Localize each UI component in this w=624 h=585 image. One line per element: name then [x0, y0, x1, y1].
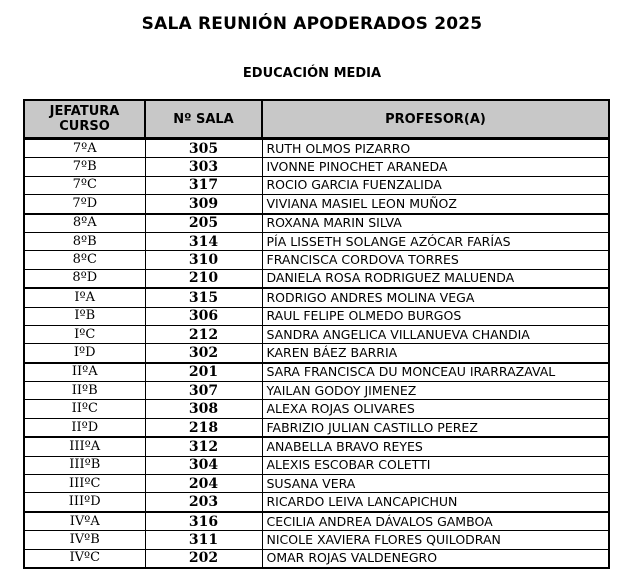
table-row: [24, 400, 609, 418]
sala-cell: 311: [145, 531, 262, 549]
header-jefatura-line2: CURSO: [59, 119, 110, 134]
table-row: [24, 269, 609, 288]
header-jefatura-line1: JEFATURA: [49, 104, 120, 119]
profesor-cell: ROCIO GARCIA FUENZALIDA: [262, 176, 609, 194]
profesor-cell: FABRIZIO JULIAN CASTILLO PEREZ: [262, 418, 609, 437]
curso-cell: 7ºB: [24, 158, 145, 176]
curso-cell: IVºB: [24, 531, 145, 549]
header-jefatura-curso: [24, 100, 145, 139]
roster-table: [23, 99, 610, 569]
table-row: [24, 418, 609, 437]
header-sala: Nº SALA: [145, 100, 262, 139]
table-row: [24, 475, 609, 493]
curso-cell: IIIºA: [24, 437, 145, 456]
curso-cell: 7ºC: [24, 176, 145, 194]
curso-cell: IVºC: [24, 549, 145, 568]
sala-cell: 315: [145, 288, 262, 307]
table-row: [24, 176, 609, 194]
profesor-cell: SANDRA ANGELICA VILLANUEVA CHANDIA: [262, 325, 609, 343]
table-row: [24, 437, 609, 456]
table-row: [24, 214, 609, 233]
profesor-cell: KAREN BÁEZ BARRIA: [262, 344, 609, 363]
sala-cell: 316: [145, 512, 262, 531]
curso-cell: IºB: [24, 307, 145, 325]
curso-cell: IºD: [24, 344, 145, 363]
sala-cell: 314: [145, 232, 262, 250]
sala-cell: 312: [145, 437, 262, 456]
sala-cell: 306: [145, 307, 262, 325]
profesor-cell: ALEXA ROJAS OLIVARES: [262, 400, 609, 418]
table-row: [24, 251, 609, 269]
section-subtitle: EDUCACIÓN MEDIA: [242, 66, 382, 81]
table-row: [24, 158, 609, 176]
table-row: [24, 363, 609, 382]
sala-cell: 212: [145, 325, 262, 343]
curso-cell: IIIºB: [24, 456, 145, 474]
table-row: [24, 288, 609, 307]
curso-cell: 7ºD: [24, 195, 145, 214]
curso-cell: IºC: [24, 325, 145, 343]
profesor-cell: DANIELA ROSA RODRIGUEZ MALUENDA: [262, 269, 609, 288]
sala-cell: 309: [145, 195, 262, 214]
profesor-cell: PÍA LISSETH SOLANGE AZÓCAR FARÍAS: [262, 232, 609, 250]
page-title: SALA REUNIÓN APODERADOS 2025: [141, 14, 483, 34]
profesor-cell: RAUL FELIPE OLMEDO BURGOS: [262, 307, 609, 325]
profesor-cell: OMAR ROJAS VALDENEGRO: [262, 549, 609, 568]
table-row: [24, 512, 609, 531]
table-row: [24, 325, 609, 343]
table-row: [24, 531, 609, 549]
table-row: [24, 139, 609, 158]
profesor-cell: SARA FRANCISCA DU MONCEAU IRARRAZAVAL: [262, 363, 609, 382]
curso-cell: IIIºD: [24, 493, 145, 512]
curso-cell: 7ºA: [24, 139, 145, 158]
table-body: [24, 139, 609, 568]
table-row: [24, 307, 609, 325]
curso-cell: 8ºB: [24, 232, 145, 250]
profesor-cell: FRANCISCA CORDOVA TORRES: [262, 251, 609, 269]
sala-cell: 317: [145, 176, 262, 194]
curso-cell: 8ºA: [24, 214, 145, 233]
curso-cell: IIºC: [24, 400, 145, 418]
sala-cell: 210: [145, 269, 262, 288]
sala-cell: 302: [145, 344, 262, 363]
sala-cell: 304: [145, 456, 262, 474]
table-row: [24, 232, 609, 250]
curso-cell: IIºD: [24, 418, 145, 437]
profesor-cell: ROXANA MARIN SILVA: [262, 214, 609, 233]
sala-cell: 203: [145, 493, 262, 512]
table-row: [24, 195, 609, 214]
curso-cell: IIºA: [24, 363, 145, 382]
sala-cell: 307: [145, 382, 262, 400]
profesor-cell: ANABELLA BRAVO REYES: [262, 437, 609, 456]
profesor-cell: RUTH OLMOS PIZARRO: [262, 139, 609, 158]
profesor-cell: ALEXIS ESCOBAR COLETTI: [262, 456, 609, 474]
curso-cell: 8ºD: [24, 269, 145, 288]
profesor-cell: IVONNE PINOCHET ARANEDA: [262, 158, 609, 176]
sala-cell: 201: [145, 363, 262, 382]
sala-cell: 305: [145, 139, 262, 158]
table-row: [24, 493, 609, 512]
curso-cell: IºA: [24, 288, 145, 307]
sala-cell: 303: [145, 158, 262, 176]
profesor-cell: CECILIA ANDREA DÁVALOS GAMBOA: [262, 512, 609, 531]
curso-cell: 8ºC: [24, 251, 145, 269]
table-row: [24, 344, 609, 363]
sala-cell: 202: [145, 549, 262, 568]
profesor-cell: SUSANA VERA: [262, 475, 609, 493]
table-row: [24, 549, 609, 568]
sala-cell: 310: [145, 251, 262, 269]
profesor-cell: NICOLE XAVIERA FLORES QUILODRAN: [262, 531, 609, 549]
sala-cell: 308: [145, 400, 262, 418]
profesor-cell: YAILAN GODOY JIMENEZ: [262, 382, 609, 400]
table-header-row: [24, 100, 609, 139]
profesor-cell: RODRIGO ANDRES MOLINA VEGA: [262, 288, 609, 307]
table-row: [24, 382, 609, 400]
profesor-cell: RICARDO LEIVA LANCAPICHUN: [262, 493, 609, 512]
curso-cell: IVºA: [24, 512, 145, 531]
sala-cell: 205: [145, 214, 262, 233]
sala-cell: 218: [145, 418, 262, 437]
sala-cell: 204: [145, 475, 262, 493]
header-profesor: PROFESOR(A): [262, 100, 609, 139]
table-row: [24, 456, 609, 474]
curso-cell: IIIºC: [24, 475, 145, 493]
profesor-cell: VIVIANA MASIEL LEON MUÑOZ: [262, 195, 609, 214]
curso-cell: IIºB: [24, 382, 145, 400]
